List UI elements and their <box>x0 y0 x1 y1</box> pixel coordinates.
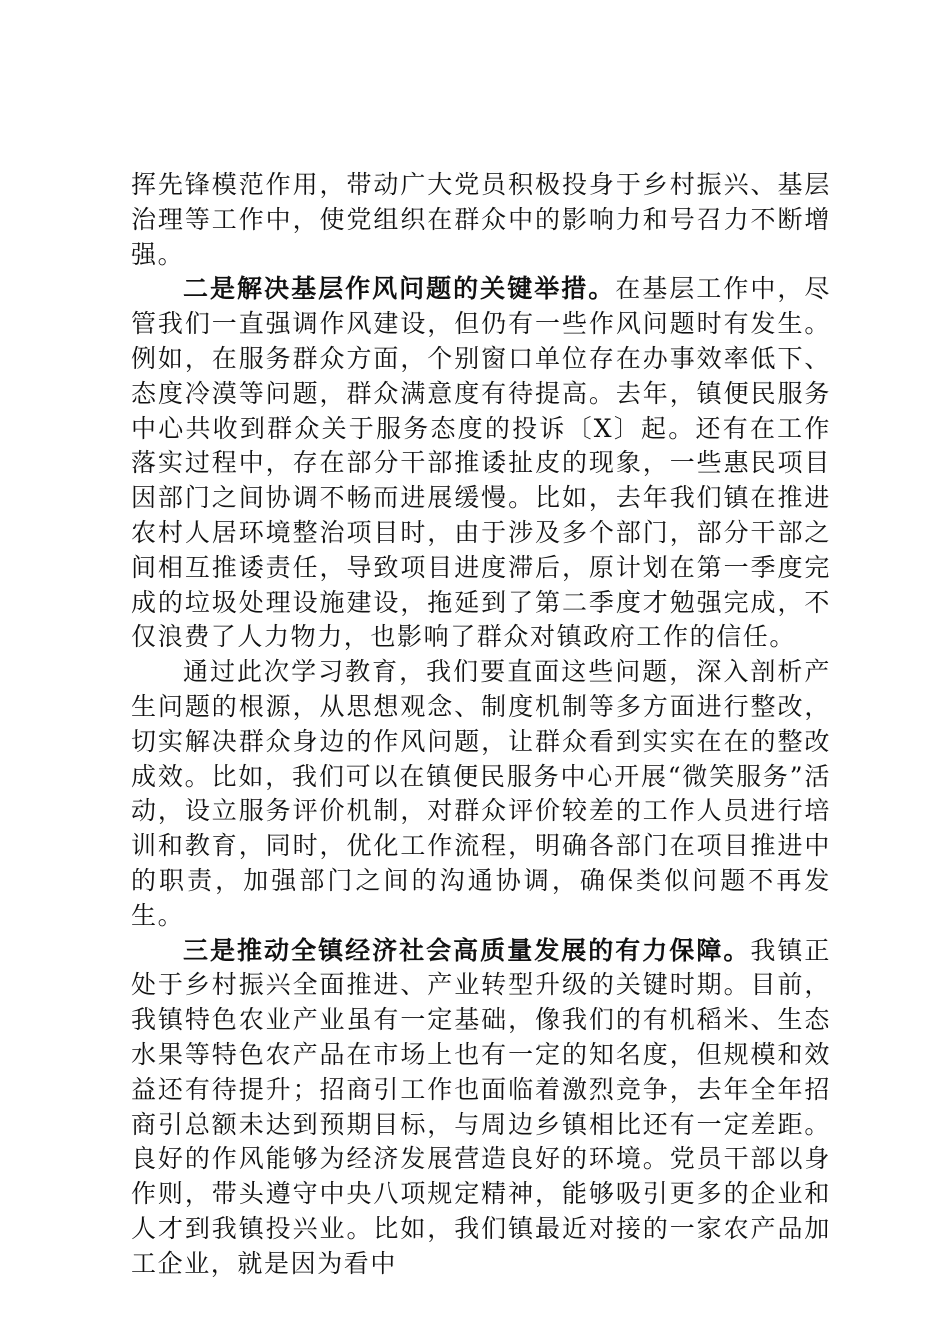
paragraph-text: 在基层工作中，尽管我们一直强调作风建设，但仍有一些作风问题时有发生。例如，在服务群众方面，个别窗口单位存在办事效率低下、态度冷漠等问题，群众满意度有待提高。去年，镇便民服务中心共收到群众关于服务态度的投诉〔X〕起。还有在工作落实过程中，存在部分干部推诿扯皮的现象，一些惠民项目因部门之间协调不畅而进展缓慢。比如，去年我们镇在推进农村人居环境整治项目时，由于涉及多个部门，部分干部之间相互推诿责任，导致项目进度滞后，原计划在第一季度完成的垃圾处理设施建设，拖延到了第二季度才勉强完成，不仅浪费了人力物力，也影响了群众对镇政府工作的信任。 <box>131 274 831 652</box>
paragraph-point-three <box>131 934 831 1282</box>
paragraph-heading: 二是解决基层作风问题的关键举措。 <box>183 274 616 304</box>
document-body <box>131 168 831 1282</box>
paragraph-text: 挥先锋模范作用，带动广大党员积极投身于乡村振兴、基层治理等工作中，使党组织在群众中的影响力和号召力不断增强。 <box>131 170 831 269</box>
paragraph-text: 通过此次学习教育，我们要直面这些问题，深入剖析产生问题的根源，从思想观念、制度机制等多方面进行整改，切实解决群众身边的作风问题，让群众看到实实在在的整改成效。比如，我们可以在镇便民服务中心开展“微笑服务”活动，设立服务评价机制，对群众评价较差的工作人员进行培训和教育，同时，优化工作流程，明确各部门在项目推进中的职责，加强部门之间的沟通协调，确保类似问题不再发生。 <box>131 657 831 930</box>
paragraph-rectification <box>131 655 831 933</box>
paragraph-heading: 三是推动全镇经济社会高质量发展的有力保障。 <box>183 935 751 965</box>
paragraph-text: 我镇正处于乡村振兴全面推进、产业转型升级的关键时期。目前，我镇特色农业产业虽有一定基础，像我们的有机稻米、生态水果等特色农产品在市场上也有一定的知名度，但规模和效益还有待提升；招商引工作也面临着激烈竞争，去年全年招商引总额未达到预期目标，与周边乡镇相比还有一定差距。良好的作风能够为经济发展营造良好的环境。党员干部以身作则，带头遵守中央八项规定精神，能够吸引更多的企业和人才到我镇投兴业。比如，我们镇最近对接的一家农产品加工企业，就是因为看中 <box>131 935 831 1278</box>
paragraph-continuation <box>131 168 831 272</box>
paragraph-point-two <box>131 272 831 655</box>
